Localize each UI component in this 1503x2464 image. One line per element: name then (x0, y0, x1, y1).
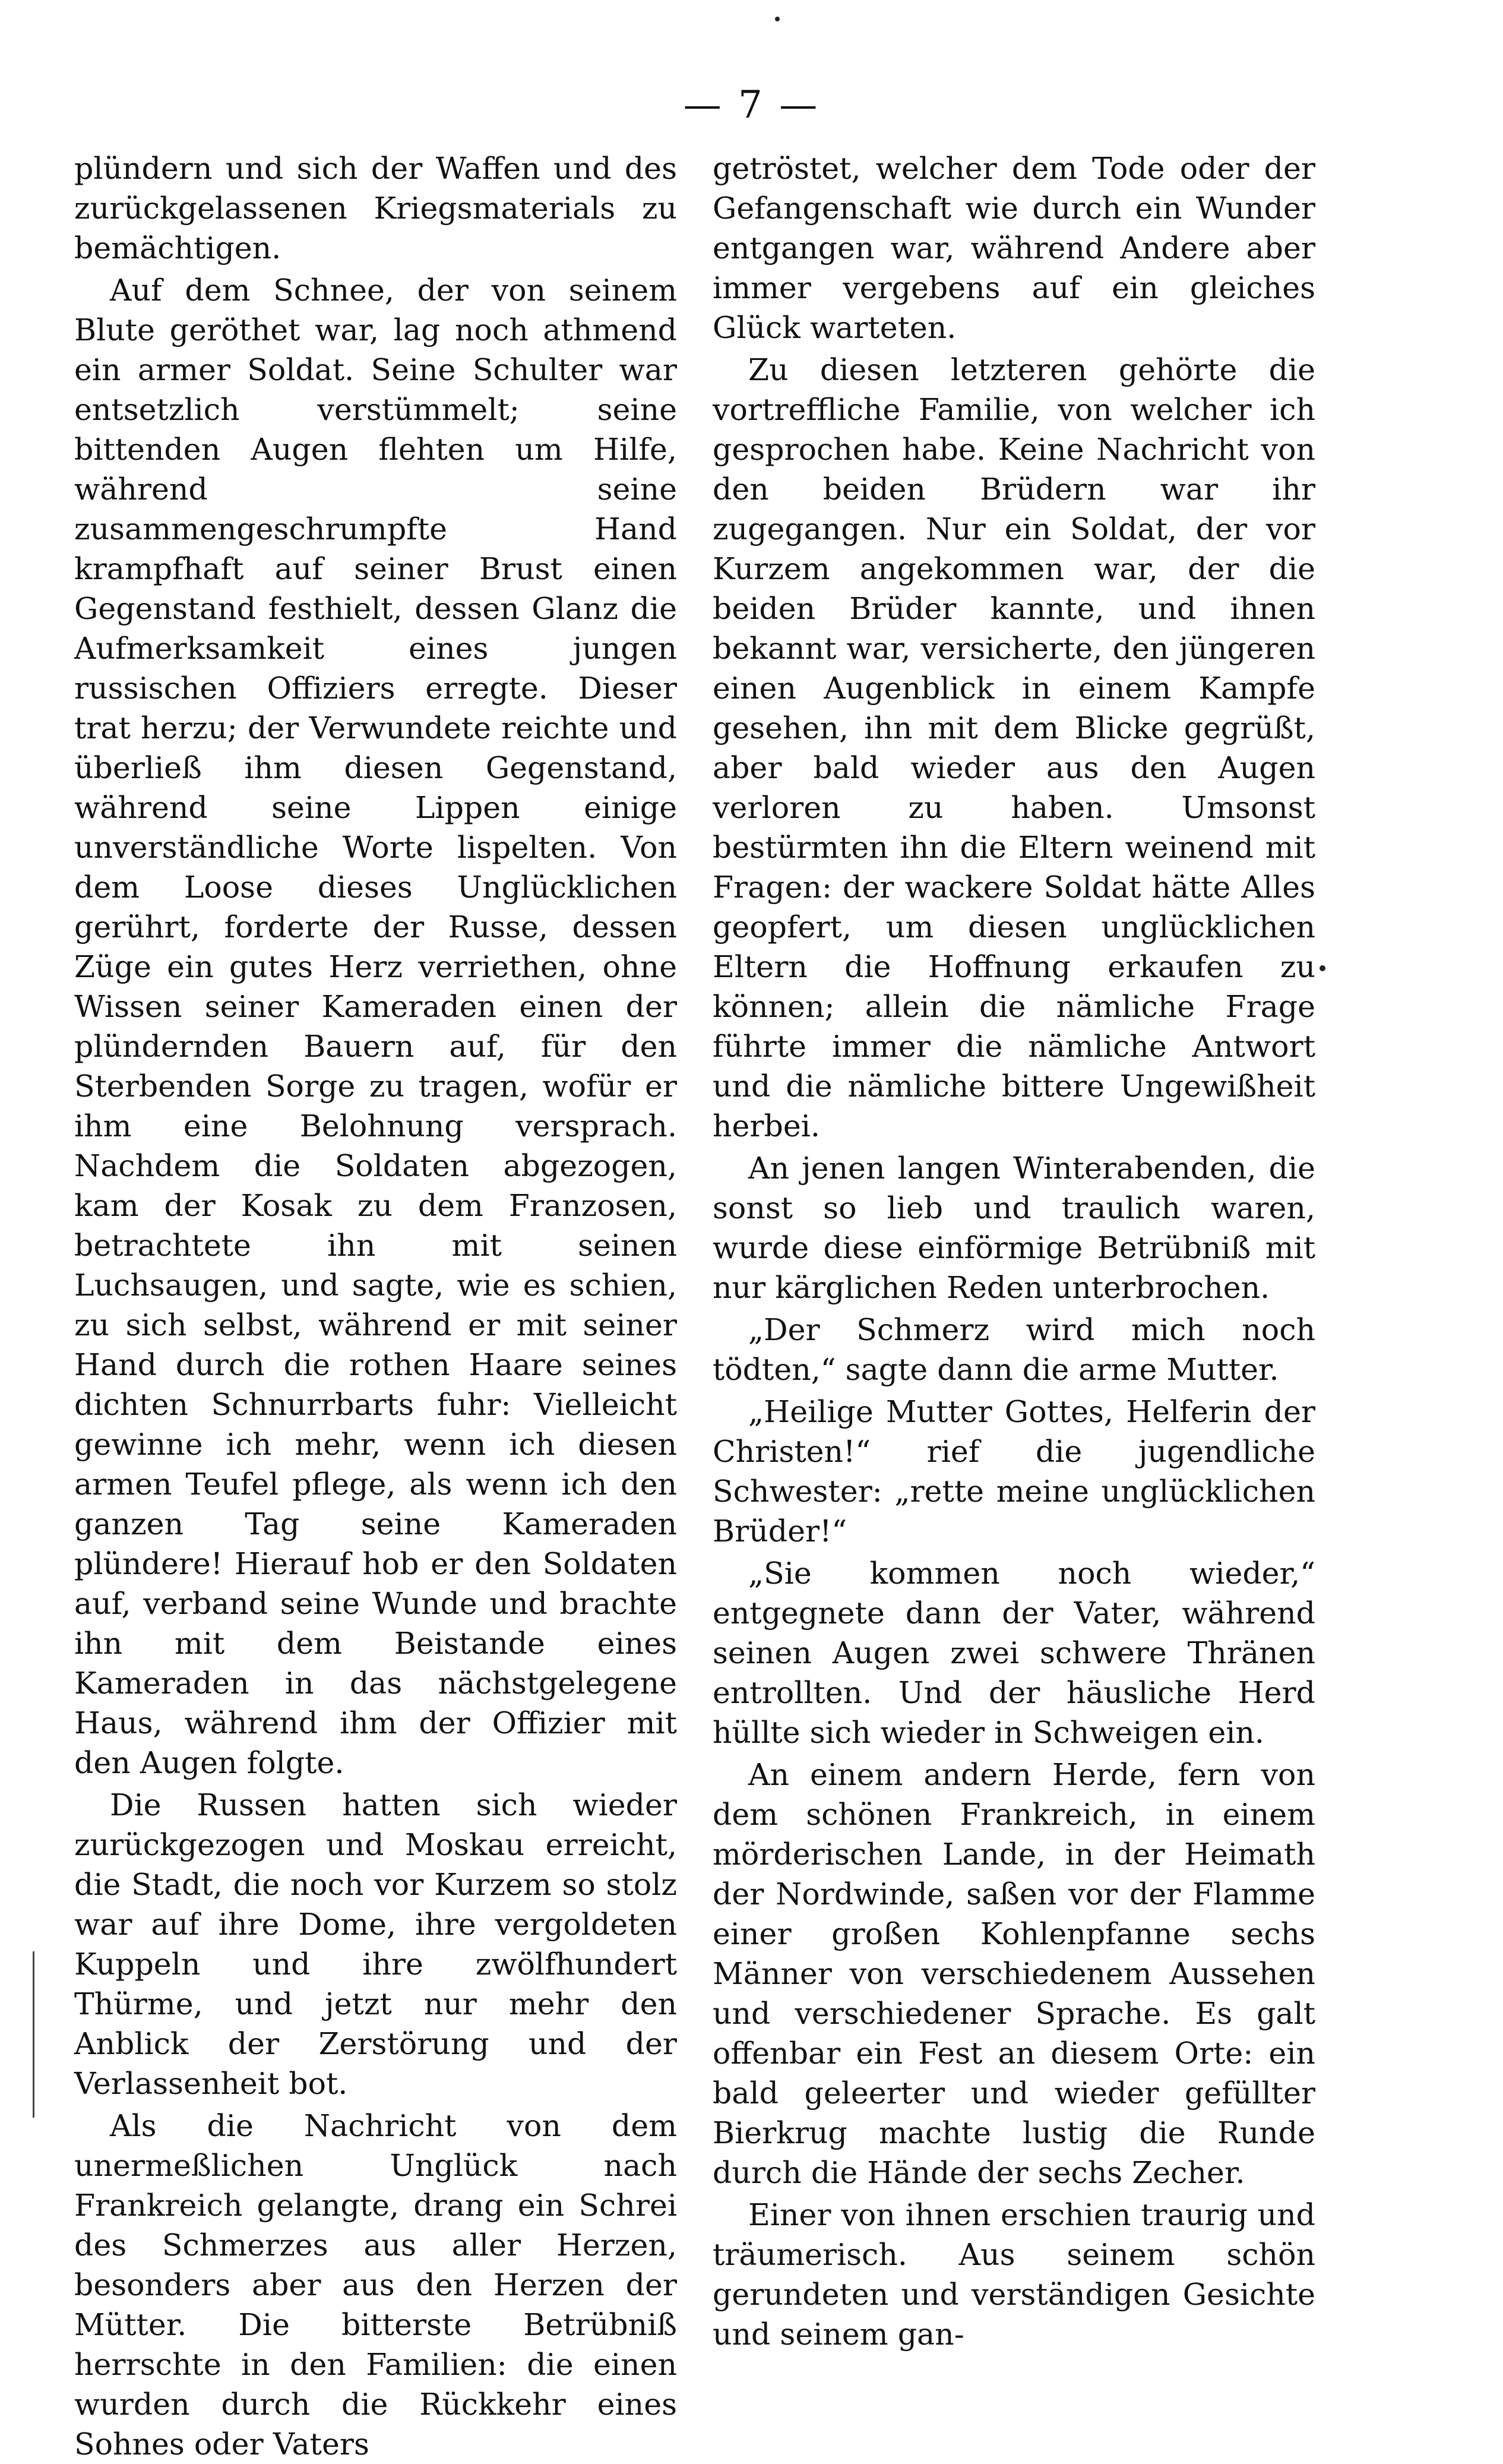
left-column (74, 149, 677, 2464)
paragraph: plündern und sich der Waffen und des zurückgelassenen Kriegsmaterials zu bemächtigen. (74, 151, 677, 266)
paragraph: Die Russen hatten sich wieder zurückgezogen und Moskau erreicht, die Stadt, die noch vor Kurzem so stolz war auf ihre Dome, ihre vergoldeten Kuppeln und ihre zwölfhundert Thürme, und jetzt nur mehr den Anblick der Zerstörung und der Verlassenheit bot. (74, 1787, 677, 2101)
paragraph: „Der Schmerz wird mich noch tödten,“ sagte dann die arme Mutter. (713, 1312, 1315, 1387)
paragraph: „Heilige Mutter Gottes, Helferin der Christen!“ rief die jugendliche Schwester: „rette meine unglücklichen Brüder!“ (713, 1394, 1315, 1549)
paragraph: Zu diesen letzteren gehörte die vortreffliche Familie, von welcher ich gesprochen habe. Keine Nachricht von den beiden Brüdern war ihr zugegangen. Nur ein Soldat, der vor Kurzem angekommen war, der die beiden Brüder kannte, und ihnen bekannt war, versicherte, den jüngeren einen Augenblick in einem Kampfe gesehen, ihn mit dem Blicke gegrüßt, aber bald wieder aus den Augen verloren zu haben. Umsonst bestürmten ihn die Eltern weinend mit Fragen: der wackere Soldat hätte Alles geopfert, um diesen unglücklichen Eltern die Hoffnung erkaufen zu können; allein die nämliche Frage führte immer die nämliche Antwort und die nämliche bittere Ungewißheit herbei. (713, 352, 1315, 1143)
paragraph: getröstet, welcher dem Tode oder der Gefangenschaft wie durch ein Wunder entgangen war, während Andere aber immer vergebens auf ein gleiches Glück warteten. (713, 151, 1315, 345)
paragraph: An jenen langen Winterabenden, die sonst so lieb und traulich waren, wurde diese einförmige Betrübniß mit nur kärglichen Reden unterbrochen. (713, 1151, 1315, 1305)
page-number: — 7 — (683, 83, 820, 127)
ink-speck (1320, 965, 1325, 971)
paragraph: An einem andern Herde, fern von dem schönen Frankreich, in einem mörderischen Lande, in der Heimath der Nordwinde, saßen vor der Flamme einer großen Kohlenpfanne sechs Männer von verschiedenem Aussehen und verschiedener Sprache. Es galt offenbar ein Fest an diesem Orte: ein bald geleerter und wieder gefüllter Bierkrug machte lustig die Runde durch die Hände der sechs Zecher. (713, 1757, 1315, 2190)
right-column (713, 149, 1315, 2354)
ink-speck (775, 17, 780, 21)
paragraph: „Sie kommen noch wieder,“ entgegnete dann der Vater, während seinen Augen zwei schwere Thränen entrollten. Und der häusliche Herd hüllte sich wieder in Schweigen ein. (713, 1556, 1315, 1750)
paragraph: Als die Nachricht von dem unermeßlichen Unglück nach Frankreich gelangte, drang ein Schrei des Schmerzes aus aller Herzen, besonders aber aus den Herzen der Mütter. Die bitterste Betrübniß herrschte in den Familien: die einen wurden durch die Rückkehr eines Sohnes oder Vaters (74, 2108, 677, 2462)
paragraph: Einer von ihnen erschien traurig und träumerisch. Aus seinem schön gerundeten und verständigen Gesichte und seinem gan- (713, 2197, 1315, 2352)
scan-edge-line (33, 1951, 34, 2118)
paragraph: Auf dem Schnee, der von seinem Blute geröthet war, lag noch athmend ein armer Soldat. Seine Schulter war entsetzlich verstümmelt; seine bittenden Augen flehten um Hilfe, während seine zusammengeschrumpfte Hand krampfhaft auf seiner Brust einen Gegenstand festhielt, dessen Glanz die Aufmerksamkeit eines jungen russischen Offiziers erregte. Dieser trat herzu; der Verwundete reichte und überließ ihm diesen Gegenstand, während seine Lippen einige unverständliche Worte lispelten. Von dem Loose dieses Unglücklichen gerührt, forderte der Russe, dessen Züge ein gutes Herz verriethen, ohne Wissen seiner Kameraden einen der plündernden Bauern auf, für den Sterbenden Sorge zu tragen, wofür er ihm eine Belohnung versprach. Nachdem die Soldaten abgezogen, kam der Kosak zu dem Franzosen, betrachtete ihn mit seinen Luchsaugen, und sagte, wie es schien, zu sich selbst, während er mit seiner Hand durch die rothen Haare seines dichten Schnurrbarts fuhr: Vielleicht gewinne ich mehr, wenn ich diesen armen Teufel pflege, als wenn ich den ganzen Tag seine Kameraden plündere! Hierauf hob er den Soldaten auf, verband seine Wunde und brachte ihn mit dem Beistande eines Kameraden in das nächstgelegene Haus, während ihm der Offizier mit den Augen folgte. (74, 273, 677, 1780)
